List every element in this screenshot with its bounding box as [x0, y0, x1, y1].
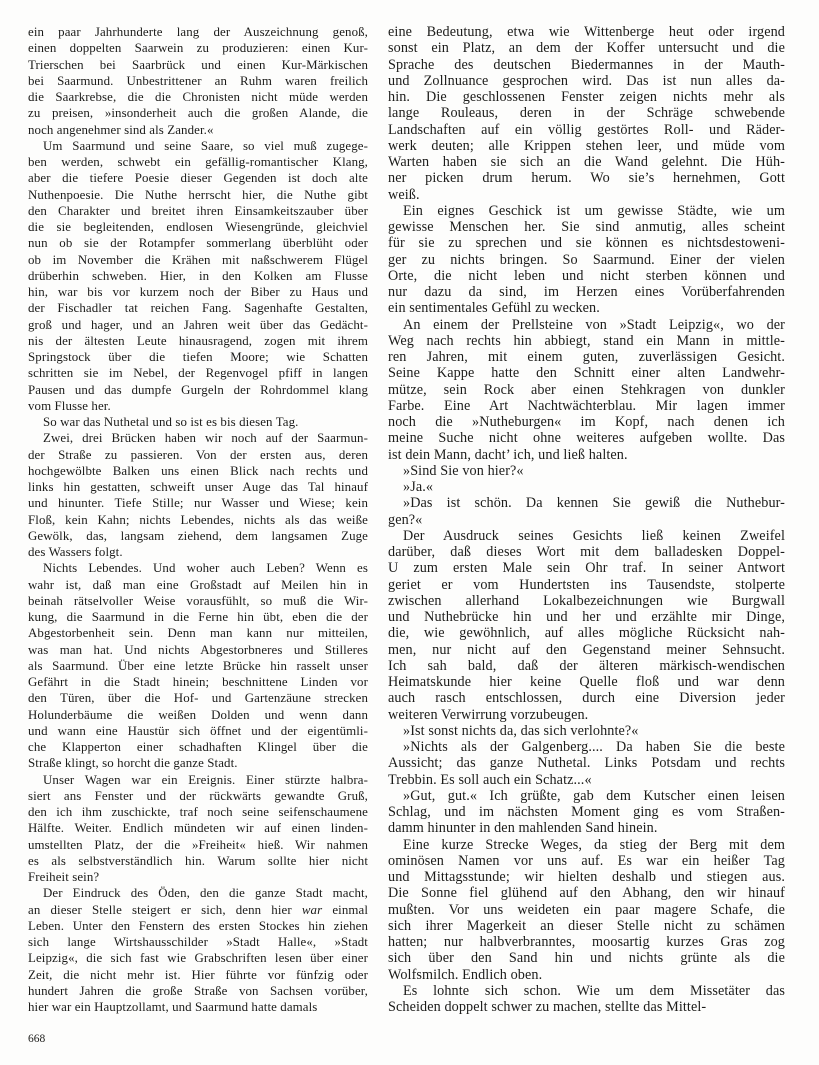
- text-line: Scheiden doppelt schwer zu machen, stellte das Mittel-: [388, 999, 707, 1015]
- text-line: nur dazu da sind, im Herzen eines Vorüberfahrenden: [388, 284, 785, 300]
- text-line: Sprache des deutschen Biedermannes in der Mauth-: [388, 56, 785, 73]
- text-line: hundert Jahren die große Straße von Sachsen vorüber,: [28, 983, 368, 998]
- text-line: »Gut, gut.« Ich grüßte, gab dem Kutscher einen leisen: [403, 787, 785, 804]
- text-line: sich ihrer Magerkeit an dieser Stelle nicht zu schämen: [388, 917, 785, 934]
- text-line: es als selbstverständlich hin. Warum sollte hier nicht: [28, 853, 368, 868]
- text-line: Trebbin. Es soll auch ein Schatz...«: [388, 771, 592, 788]
- text-line: hin. Die geschlossenen Fenster zeigen nichts mehr als: [388, 89, 785, 105]
- text-line: Schlag, und im nächsten Moment ging es vom Straßen-: [388, 804, 785, 820]
- text-line: Springstock über die tiefen Moore; wie Schatten: [28, 350, 368, 364]
- text-line: und hinunter. Tiefe Stille; nur Wasser und Wiese; kein: [28, 496, 368, 511]
- text-line: darüber, daß dieses Wort mit dem balladesken Doppel-: [388, 544, 785, 560]
- text-line: Unser Wagen war ein Ereignis. Einer stürzte halbra-: [43, 772, 368, 787]
- paragraph: [28, 772, 368, 886]
- text-line: und Mittagsstunde; wir hielten deshalb und stiegen aus.: [388, 869, 785, 885]
- text-line: Leipzig«, die sich fast wie Grabschriften lesen über einer: [28, 951, 368, 966]
- text-line: Zwei, drei Brücken haben wir noch auf der Saarmun-: [43, 431, 368, 446]
- text-line: die sie begleitenden, endlosen Wiesengründe, gleichviel: [28, 220, 368, 234]
- text-line: Straße klingt, so horcht die ganze Stadt.: [28, 756, 238, 771]
- text-line: Abgestorbenheit sein. Denn man kann nur mitteilen,: [28, 626, 368, 641]
- text-line: hochgewölbte Balken uns einen Blick nach rechts und: [28, 463, 368, 478]
- text-line: vom Flusse her.: [28, 398, 111, 413]
- text-line: che Klapperton einer schadhaften Klingel über die: [28, 740, 368, 754]
- text-line: Ich sah bald, daß der älteren märkisch-wendischen: [388, 657, 785, 674]
- text-line: noch angenehmer sind als Zander.«: [28, 122, 214, 137]
- paragraph: [388, 837, 785, 983]
- text-line: An einem der Prellsteine von »Stadt Leipzig«, wo der: [403, 316, 785, 333]
- text-line: eine Bedeutung, etwa wie Wittenberge heut oder irgend: [388, 24, 785, 40]
- text-line: für sie zu sprechen und sie können es nichtsdestoweni-: [388, 235, 785, 252]
- text-line: an dieser Stelle steigert er sich, denn hier war einmal: [28, 902, 368, 917]
- text-line: ben werden, schwebt ein gefällig-romantischer Klang,: [28, 155, 368, 169]
- text-line: Der Eindruck des Öden, den die ganze Stadt macht,: [43, 886, 368, 901]
- text-line: weiß.: [388, 186, 420, 203]
- paragraph: [388, 739, 785, 788]
- text-line: sich über den Sand hin und nichts grünte als die: [388, 950, 785, 967]
- text-line: Gefährt in die Stadt hinein; beschnittene Linden vor: [28, 675, 368, 689]
- paragraph: [28, 885, 368, 1015]
- text-line: ominösen Namen vor uns auf. Es war ein heißer Tag: [388, 852, 785, 869]
- text-line: was man hat. Und nichts Abgestorbneres und Stilleres: [28, 642, 368, 657]
- text-line: gewisse Menschen her. Sie sind anmutig, alles scheint: [388, 219, 785, 235]
- text-line: wahr ist, daß man eine Großstadt auf Meilen hin in: [28, 577, 368, 592]
- text-line: bei Saarmund. Unbestrittener an Ruhm waren freilich: [28, 73, 368, 88]
- text-line: hatten; nur halbverbranntes, moosartig kurzes Gras zog: [388, 934, 785, 950]
- text-line: So war das Nuthetal und so ist es bis diesen Tag.: [43, 415, 299, 429]
- text-line: mütze, sein Rock aber einen Stehkragen von dunkler: [388, 381, 785, 398]
- text-line: Die Sonne fiel glühend auf den Abhang, den wir hinauf: [388, 885, 785, 902]
- text-line: kung, die Saarmund in die Ferne hin übt, eben die der: [28, 610, 368, 624]
- text-column-right: [388, 24, 785, 1015]
- text-line: Es lohnte sich schon. Wie um dem Missetäter das: [403, 982, 785, 999]
- paragraph: [388, 788, 785, 837]
- paragraph: [388, 983, 785, 1016]
- text-line: lange Rouleaus, deren in der Schräge schwebende: [388, 105, 785, 122]
- text-line: als Saarmund. Über eine letzte Brücke hin rasselt unser: [28, 658, 368, 673]
- text-line: »Nichts als der Galgenberg.... Da haben Sie die beste: [403, 739, 785, 755]
- text-line: Floß, kein Kahn; nichts Lebendes, nichts als das weiße: [28, 512, 368, 527]
- text-line: Farbe. Eine Art Nachtwächterblau. Mir lagen immer: [388, 397, 785, 414]
- text-line: einen doppelten Saarwein zu produzieren: einen Kur-: [28, 41, 368, 56]
- paragraph: [388, 495, 785, 528]
- paragraph: [388, 463, 785, 479]
- text-line: auch rasch entschlossen, durch eine Diversion jeder: [388, 690, 785, 707]
- text-line: Zeit, die nicht mehr ist. Hier führte vor fünfzig oder: [28, 967, 368, 982]
- text-line: Heimatskunde hier keine Quelle floß und war denn: [388, 674, 785, 690]
- paragraph: [28, 560, 368, 771]
- text-line: und Zollnuance gesprochen wird. Das ist nun alles da-: [388, 72, 785, 89]
- text-line: Holunderbäume die weißen Dolden und wenn dann: [28, 707, 368, 722]
- text-line: und wann eine Haustür sich öffnet und der eigentümli-: [28, 723, 368, 738]
- page-number: 668: [28, 1033, 46, 1045]
- text-line: ein paar Jahrhunderte lang der Auszeichnung genoß,: [28, 25, 368, 39]
- paragraph: [388, 24, 785, 203]
- text-line: aber die tiefere Poesie dieser Gegenden ist doch alte: [28, 171, 368, 186]
- text-line: den ich ihm zuschickte, traf noch seine seifenschaumene: [28, 805, 368, 819]
- text-line: Um Saarmund und seine Saare, so viel muß zugege-: [43, 138, 368, 153]
- text-line: Landschaften auf ein völlig gestörtes Roll- und Räder-: [388, 121, 785, 138]
- text-line: Pausen und das dumpfe Gurgeln der Rohrdommel klang: [28, 382, 368, 397]
- text-line: nun ob sie der Rotampfer sommerlang überblüht oder: [28, 236, 368, 251]
- paragraph: [388, 317, 785, 463]
- paragraph: [388, 203, 785, 317]
- text-line: Eine kurze Strecke Weges, da stieg der Berg mit dem: [403, 836, 785, 853]
- text-line: sonst ein Platz, an dem der Koffer untersucht und die: [388, 40, 785, 57]
- text-line: Warten haben sie sich an die Wand gelehnt. Die Hüh-: [388, 154, 785, 170]
- text-line: hin, war bis vor kurzem noch der Biber zu Haus und: [28, 285, 368, 299]
- text-line: »Ja.«: [403, 479, 434, 495]
- text-line: und Nuthebrücke hin und her und erzählte mir Dinge,: [388, 609, 785, 625]
- paragraph: [388, 479, 785, 495]
- text-line: damm hinunter in den mahlenden Sand hinein.: [388, 820, 658, 837]
- text-line: Aussicht; das ganze Nuthetal. Links Potsdam und rechts: [388, 755, 785, 772]
- text-column-left: [28, 24, 368, 1015]
- text-line: meine Suche nicht ohne weiteres aufgeben wollte. Das: [388, 430, 785, 447]
- text-line: schritten sie im Nebel, der Regenvogel pfiff in langen: [28, 366, 368, 381]
- paragraph: [28, 414, 368, 430]
- text-line: zwischen allerhand Lokalbezeichnungen wie Burgwall: [388, 592, 785, 609]
- text-line: werk deuten; alle Krippen stehen leer, und müde vom: [388, 137, 785, 154]
- text-line: men, nur nicht auf den Gegenstand meiner Sehnsucht.: [388, 641, 785, 658]
- text-line: Gewölk, das, langsam ziehend, dem langsamen Zuge: [28, 528, 368, 543]
- text-line: die Saarkrebse, die die Chronisten nicht müde werden: [28, 90, 368, 104]
- text-line: ger zu nichts bringen. So Saarmund. Einer der vielen: [388, 251, 785, 268]
- text-line: weiteren Verwirrung vorzubeugen.: [388, 706, 589, 723]
- text-line: ob im November die Krähen mit naßschwerem Flügel: [28, 252, 368, 267]
- text-line: ner picken drum herum. Wo sie’s hernehmen, Gott: [388, 170, 785, 187]
- paragraph: [28, 138, 368, 414]
- text-line: Leben. Unter den Fenstern des ersten Stockes hin ziehen: [28, 918, 368, 933]
- text-line: siert ans Fenster und der rückwärts gewandte Gruß,: [28, 788, 368, 803]
- text-line: der Straße zu passieren. Von der ersten aus, deren: [28, 447, 368, 462]
- text-line: Orte, die nicht leben und nicht sterben können und: [388, 267, 785, 284]
- text-line: groß und hager, und an Jahren weit über das Gedächt-: [28, 317, 368, 332]
- text-line: Freiheit sein?: [28, 870, 100, 884]
- text-line: des Wassers folgt.: [28, 545, 123, 559]
- text-line: Nuthenpoesie. Die Nuthe herrscht hier, die Nuthe gibt: [28, 187, 368, 202]
- text-line: Hälfte. Weiter. Endlich mündeten wir auf einen linden-: [28, 821, 368, 836]
- text-line: hier war ein Hauptzollamt, und Saarmund hatte damals: [28, 1000, 318, 1014]
- text-line: umstellten Platz, der die »Freiheit« hieß. Wir nahmen: [28, 837, 368, 852]
- text-line: Nichts Lebendes. Und woher auch Leben? Wenn es: [43, 561, 368, 576]
- text-line: nis der ältesten Leute hinausragend, zogen mit ihrem: [28, 333, 368, 348]
- text-line: Seine Kappe hatte den Schnitt einer alten Landwehr-: [388, 365, 785, 382]
- paragraph: [28, 24, 368, 138]
- text-line: »Sind Sie von hier?«: [403, 462, 524, 479]
- text-line: ren Jahren, mit einem guten, zuverlässigen Gesicht.: [388, 349, 785, 365]
- text-line: beinah rätselvoller Weise vorausfühlt, so muß die Wir-: [28, 593, 368, 608]
- text-line: geriet er vom Hundertsten ins Tausendste, stolperte: [388, 576, 785, 593]
- text-line: U zum ersten Male sein Ohr traf. In seiner Antwort: [388, 560, 785, 577]
- paragraph: [388, 528, 785, 723]
- text-line: der Fischadler tat reichen Fang. Sagenhafte Gestalten,: [28, 301, 368, 316]
- text-line: den Türen, über die Hof- und Gartenzäune strecken: [28, 691, 368, 706]
- text-line: »Ist sonst nichts da, das sich verlohnte?«: [403, 722, 639, 739]
- paragraph: [388, 723, 785, 739]
- paragraph: [28, 430, 368, 560]
- text-line: Trierschen bei Saarbrück und einen Kur-Märkischen: [28, 57, 368, 72]
- text-line: gen?«: [388, 511, 423, 528]
- text-line: Weg nach rechts hin abbiegt, stand ein Mann in mittle-: [388, 332, 785, 349]
- text-line: Der Ausdruck seines Gesichts ließ keinen Zweifel: [403, 527, 785, 544]
- text-line: drüberhin schweben. Hier, in den Kolken am Flusse: [28, 268, 368, 283]
- text-line: sich lange Wirtshausschilder »Stadt Halle«, »Stadt: [28, 935, 368, 949]
- text-line: Wolfsmilch. Endlich oben.: [388, 966, 543, 983]
- text-line: den Charakter und breitet ihren Einsamkeitszauber über: [28, 203, 368, 218]
- text-line: mußten. Vor uns weideten ein paar magere Schafe, die: [388, 901, 785, 918]
- text-line: die, wie gewöhnlich, auf alles mögliche Rücksicht nah-: [388, 625, 785, 642]
- text-line: »Das ist schön. Da kennen Sie gewiß die Nuthebur-: [403, 495, 785, 512]
- text-line: ein sentimentales Gefühl zu wecken.: [388, 300, 600, 317]
- text-line: zu preisen, »insonderheit auch die großen Alande, die: [28, 106, 368, 121]
- text-line: ist dein Mann, dacht’ ich, und ließ halten.: [388, 446, 628, 463]
- text-line: Ein eignes Geschick ist um gewisse Städte, wie um: [403, 202, 785, 219]
- text-line: links hin gestatten, schweift unser Auge das Tal hinauf: [28, 480, 368, 494]
- text-line: noch die »Nutheburgen« im Kopf, nach denen ich: [388, 414, 785, 430]
